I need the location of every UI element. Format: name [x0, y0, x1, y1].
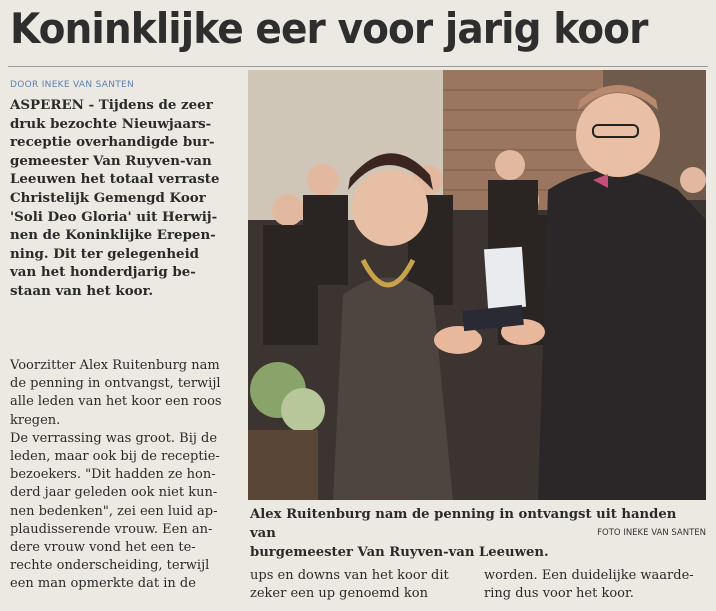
column-3-text [484, 567, 708, 603]
lead-line: van het honderdjarig be- [10, 264, 196, 281]
lead-line: druk bezochte Nieuwjaars- [10, 115, 212, 132]
lead-line: ASPEREN - Tijdens de zeer [10, 97, 213, 113]
lead-line: gemeester Van Ruyven-van [10, 152, 212, 169]
col3-line: worden. Een duidelijke waarde- [484, 568, 694, 583]
lead-line: nen de Koninklijke Erepen- [10, 227, 216, 244]
body-line: dere vrouw vond het een te- [10, 540, 196, 556]
body-line: De verrassing was groot. Bij de [10, 430, 218, 446]
lead-line: staan van het koor. [10, 282, 154, 299]
body-line: de penning in ontvangst, terwijl [10, 376, 221, 392]
body-line: derd jaar geleden ook niet kun- [10, 485, 218, 501]
article-body [10, 357, 242, 594]
photo-illustration [248, 70, 706, 500]
lead-line: Leeuwen het totaal verraste [10, 171, 220, 188]
body-line: een man opmerkte dat in de [10, 576, 196, 592]
photo-credit: FOTO INEKE VAN SANTEN [597, 528, 706, 538]
col2-line: zeker een up genoemd kon [250, 586, 428, 602]
headline: Koninklijke eer voor jarig koor [10, 4, 648, 53]
body-line: leden, maar ook bij de receptie- [10, 449, 220, 465]
body-line: Voorzitter Alex Ruitenburg nam [10, 358, 220, 373]
lead-paragraph [10, 96, 242, 301]
lead-line: 'Soli Deo Gloria' uit Herwij- [10, 208, 218, 225]
body-line: bezoekers. "Dit hadden ze hon- [10, 467, 216, 483]
body-line: rechte onderscheiding, terwijl [10, 558, 210, 574]
col3-line: ring dus voor het koor. [484, 586, 634, 602]
byline: DOOR INEKE VAN SANTEN [10, 80, 135, 90]
body-line: alle leden van het koor een roos [10, 394, 222, 410]
caption-line: Alex Ruitenburg nam de penning in ontvangst uit handen van [250, 507, 677, 541]
body-line: kregen. [10, 412, 61, 428]
body-line: plaudisserende vrouw. Een an- [10, 521, 213, 537]
caption-line: burgemeester Van Ruyven-van Leeuwen. [250, 545, 549, 560]
lead-line: ning. Dit ter gelegenheid [10, 245, 200, 262]
lead-line: receptie overhandigde bur- [10, 134, 215, 151]
article-photo [248, 70, 706, 500]
body-line: nen bedenken", zei een luid ap- [10, 503, 218, 519]
column-2-text [250, 567, 470, 603]
header-rule [8, 66, 708, 67]
lead-line: Christelijk Gemengd Koor [10, 189, 206, 206]
col2-line: ups en downs van het koor dit [250, 568, 449, 583]
